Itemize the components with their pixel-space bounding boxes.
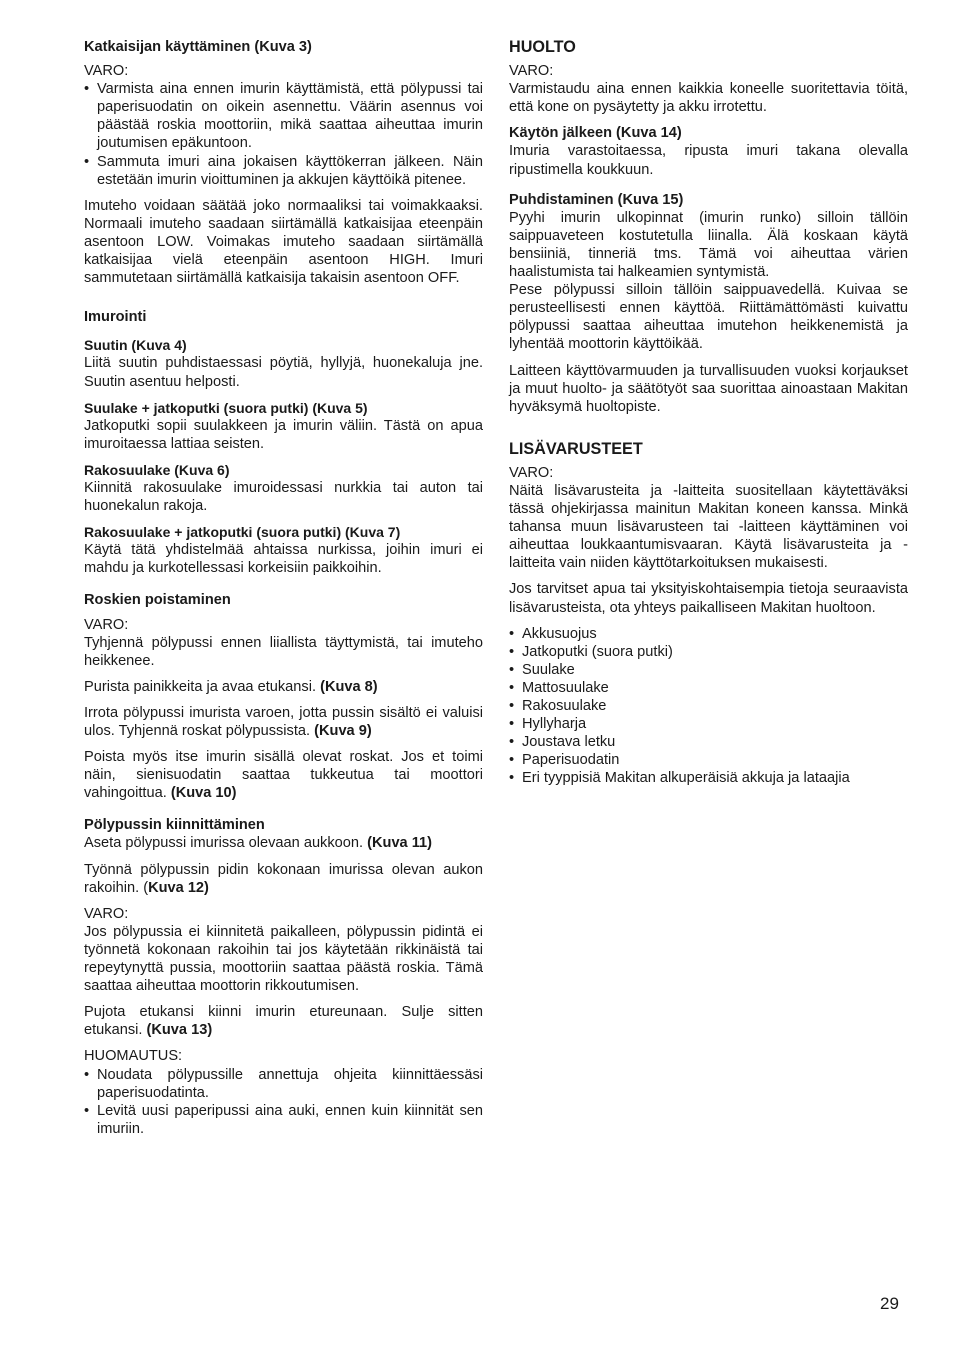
paragraph: Tyhjennä pölypussi ennen liiallista täyttymistä, tai imuteho heikkenee. <box>84 634 483 669</box>
subheading-after-use: Käytön jälkeen (Kuva 14) <box>509 125 682 142</box>
paragraph-suction-power: Imuteho voidaan säätää joko normaaliksi tai voimakkaaksi. Normaali imuteho saadaan siirtämällä katkaisijaa eteenpäin asentoon LOW. Voimakas imuteho saadaan siirtämällä katkaisijaa vielä eteenpäin asentoon HIGH. Imuri sammutetaan siirtämällä katkaisija takaisin asentoon OFF. <box>84 197 483 287</box>
section-heading-dust-removal: Roskien poistaminen <box>84 592 231 609</box>
paragraph: Käytä tätä yhdistelmää ahtaissa nurkissa, joihin imuri ei mahdu ja kurkotellessasi korkeisiin paikkoihin. <box>84 542 483 577</box>
paragraph: Työnnä pölypussin pidin kokonaan imurissa olevan aukon rakoihin. (Kuva 12) <box>84 861 483 896</box>
caution-label: VARO: <box>509 63 554 80</box>
list-item: • Joustava letku <box>509 733 908 751</box>
figure-ref: (Kuva 13) <box>146 1022 213 1039</box>
note-bullet-list <box>84 1066 483 1138</box>
paragraph-safety: Laitteen käyttövarmuuden ja turvallisuuden vuoksi korjaukset ja muut huolto- ja säätötyöt saa suorittaa ainoastaan Makitan hyväksymä huoltopiste. <box>509 362 908 415</box>
section-heading-dust-bag: Pölypussin kiinnittäminen <box>84 817 265 834</box>
list-item: • Eri tyyppisiä Makitan alkuperäisiä akkuja ja lataajia <box>509 769 908 787</box>
paragraph: Kiinnitä rakosuulake imuroidessasi nurkkia tai auton tai huonekalun rakoja. <box>84 479 483 515</box>
list-item: • Levitä uusi paperipussi aina auki, ennen kuin kiinnität sen imuriin. <box>84 1102 483 1138</box>
paragraph: Irrota pölypussi imurista varoen, jotta pussin sisältö ei valuisi ulos. Tyhjennä roskat pölypussista. (Kuva 9) <box>84 704 483 739</box>
paragraph: Jos tarvitset apua tai yksityiskohtaisempia tietoja seuraavista lisävarusteista, ota yhteys paikalliseen Makitan huoltoon. <box>509 581 908 616</box>
section-heading-vacuuming: Imurointi <box>84 309 147 326</box>
page-number: 29 <box>880 1294 899 1313</box>
paragraph: Imuria varastoitaessa, ripusta imuri takana olevalla ripustimella koukkuun. <box>509 143 908 178</box>
subheading-nozzle-extension: Suulake + jatkoputki (suora putki) (Kuva 5) <box>84 399 368 416</box>
caution-label: VARO: <box>84 905 129 922</box>
caution-label: VARO: <box>84 616 129 633</box>
subheading-crevice-nozzle: Rakosuulake (Kuva 6) <box>84 461 230 478</box>
list-item: • Hyllyharja <box>509 715 908 733</box>
paragraph: Poista myös itse imurin sisällä olevat roskat. Jos et toimi näin, sienisuodatin saattaa tukkeutua tai moottori vahingoittua. (Kuva 10) <box>84 749 483 802</box>
figure-ref: (Kuva 8) <box>320 678 378 695</box>
list-item: • Suulake <box>509 661 908 679</box>
caution-label: VARO: <box>84 63 129 80</box>
list-item: • Jatkoputki (suora putki) <box>509 643 908 661</box>
paragraph: Liitä suutin puhdistaessasi pöytiä, hyllyjä, huonekaluja jne. Suutin asentuu helposti. <box>84 355 483 390</box>
paragraph: Aseta pölypussi imurissa olevaan aukkoon. (Kuva 11) <box>84 835 433 852</box>
right-column <box>509 38 908 795</box>
list-item: • Sammuta imuri aina jokaisen käyttökerran jälkeen. Näin estetään imurin vioittuminen ja akkujen käyttöikä pitenee. <box>84 153 483 189</box>
list-item: • Mattosuulake <box>509 679 908 697</box>
paragraph: Jos pölypussia ei kiinnitetä paikalleen, pölypussin pidintä ei työnnetä kokonaan rakoihin tai jos käytetään rikkinäistä tai repeytynyttä pussia, moottoriin saattaa päästä roskia. Tämä saattaa aiheuttaa moottorin rikkoutumisen. <box>84 923 483 995</box>
paragraph: Pujota etukansi kiinni imurin etureunaan. Sulje sitten etukansi. (Kuva 13) <box>84 1004 483 1039</box>
list-item: • Varmista aina ennen imurin käyttämistä, että pölypussi tai paperisuodatin on oikein asennettu. Väärin asennus voi päästää roskia moottoriin, mikä saattaa aiheuttaa imurin joutumisen epäkuntoon. <box>84 80 483 152</box>
list-item: • Paperisuodatin <box>509 751 908 769</box>
section-heading-maintenance: HUOLTO <box>509 38 576 56</box>
paragraph: Jatkoputki sopii suulakkeen ja imurin väliin. Tästä on apua imuroitaessa lattiaa seisten. <box>84 417 483 452</box>
list-item: • Akkusuojus <box>509 625 908 643</box>
figure-ref: Kuva 12) <box>148 879 209 896</box>
figure-ref: (Kuva 9) <box>314 723 372 739</box>
paragraph: Varmistaudu aina ennen kaikkia koneelle suoritettavia töitä, että kone on pysäytetty ja akku irrotettu. <box>509 81 908 116</box>
paragraph: Pese pölypussi silloin tällöin saippuavedellä. Kuivaa se perusteellisesti ennen käyttöä. Riittämättömästi kuivattu pölypussi saattaa aiheuttaa imutehon heikkenemistä ja lyhentää moottorin käyttöikää. <box>509 282 908 353</box>
paragraph: Purista painikkeita ja avaa etukansi. (Kuva 8) <box>84 678 378 695</box>
paragraph: Pyyhi imurin ulkopinnat (imurin runko) silloin tällöin saippuaveteen kostutetulla liinalla. Älä koskaan käytä bensiiniä, tinneriä tms. Tämä voi aiheuttaa värien haalistumista tai halkeamien syntymistä. <box>509 209 908 281</box>
figure-ref: (Kuva 10) <box>170 785 237 802</box>
subheading-cleaning: Puhdistaminen (Kuva 15) <box>509 191 684 208</box>
caution-bullet-list <box>84 80 483 189</box>
accessories-list <box>509 625 908 788</box>
subheading-nozzle: Suutin (Kuva 4) <box>84 337 187 354</box>
figure-ref: (Kuva 11) <box>367 835 433 852</box>
paragraph: Näitä lisävarusteita ja -laitteita suositellaan käytettäväksi tässä ohjekirjassa mainitun Makitan koneen kanssa. Minkä tahansa muun lisävarusteen tai -laitteen käyttäminen voi aiheuttaa loukkaantumisvaaran. Käytä lisävarusteita ja -laitteita vain niiden käyttötarkoituksen mukaisesti. <box>509 482 908 572</box>
list-item: • Rakosuulake <box>509 697 908 715</box>
subheading-crevice-extension: Rakosuulake + jatkoputki (suora putki) (Kuva 7) <box>84 524 401 541</box>
section-heading-switch: Katkaisijan käyttäminen (Kuva 3) <box>84 39 312 55</box>
list-item: • Noudata pölypussille annettuja ohjeita kiinnittäessäsi paperisuodatinta. <box>84 1066 483 1102</box>
left-column <box>84 38 483 1146</box>
caution-label: VARO: <box>509 464 554 481</box>
note-label: HUOMAUTUS: <box>84 1048 183 1065</box>
section-heading-accessories: LISÄVARUSTEET <box>509 439 643 458</box>
